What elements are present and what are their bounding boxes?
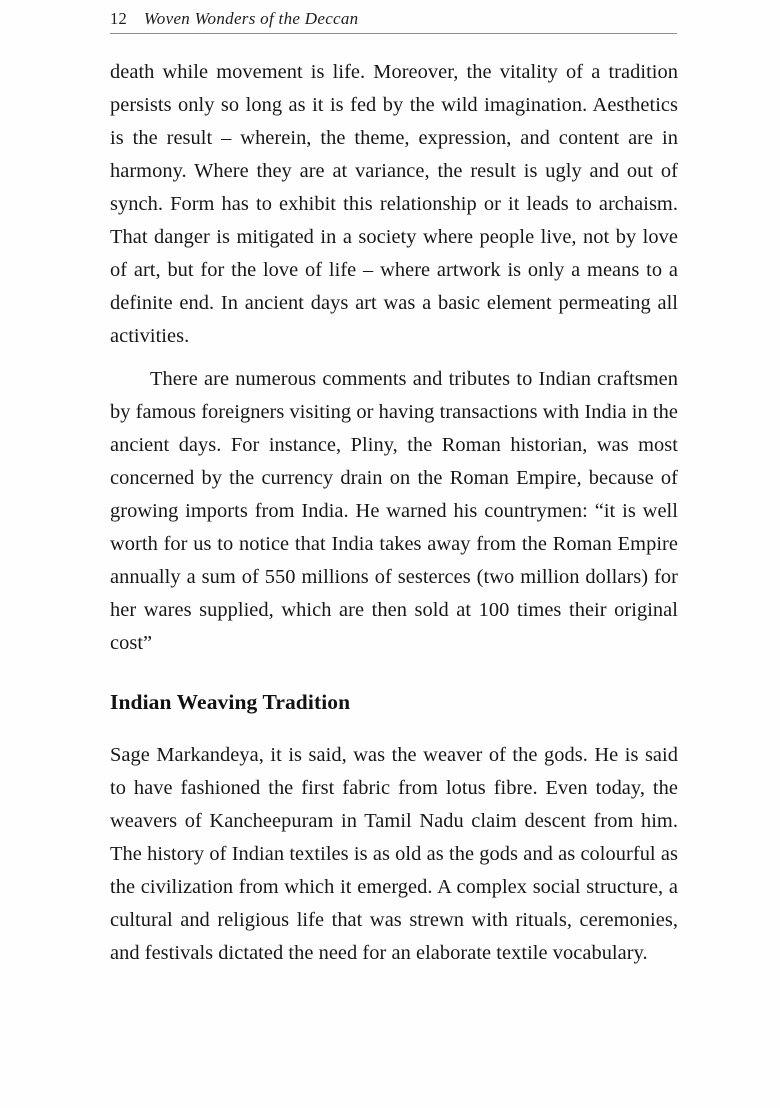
body-text (110, 56, 678, 970)
section-heading-wrap (110, 687, 678, 717)
paragraph-weaving-tradition: Sage Markandeya, it is said, was the weaver of the gods. He is said to have fashioned the first fabric from lotus fibre. Even today, the weavers of Kancheepuram in Tamil Nadu claim descent from him. The history of Indian textiles is as old as the gods and as colourful as the civilization from which it emerged. A complex social structure, a cultural and religious life that was strewn with rituals, ceremonies, and festivals dictated the need for an elaborate textile vocabulary. (110, 744, 678, 964)
page-number: 12 (110, 9, 127, 28)
header-divider (110, 33, 677, 34)
book-title: Woven Wonders of the Deccan (143, 9, 359, 28)
section-heading: Indian Weaving Tradition (110, 690, 351, 714)
paragraph-continuation: death while movement is life. Moreover, the vitality of a tradition persists only so long as it is fed by the wild imagination. Aesthetics is the result – wherein, the theme, expression, and content are in harmony. Where they are at variance, the result is ugly and out of synch. Form has to exhibit this relationship or it leads to archaism. That danger is mitigated in a society where people live, not by love of art, but for the love of life – where artwork is only a means to a definite end. In ancient days art was a basic element permeating all activities. (110, 61, 678, 347)
paragraph-pliny-quote: There are numerous comments and tributes to Indian craftsmen by famous foreigners visiting or having transactions with India in the ancient days. For instance, Pliny, the Roman historian, was most concerned by the currency drain on the Roman Empire, because of growing imports from India. He warned his countrymen: “it is well worth for us to notice that India takes away from the Roman Empire annually a sum of 550 millions of sesterces (two million dollars) for her wares supplied, which are then sold at 100 times their original cost” (110, 368, 678, 654)
running-header (110, 0, 678, 31)
page-content (110, 0, 678, 970)
